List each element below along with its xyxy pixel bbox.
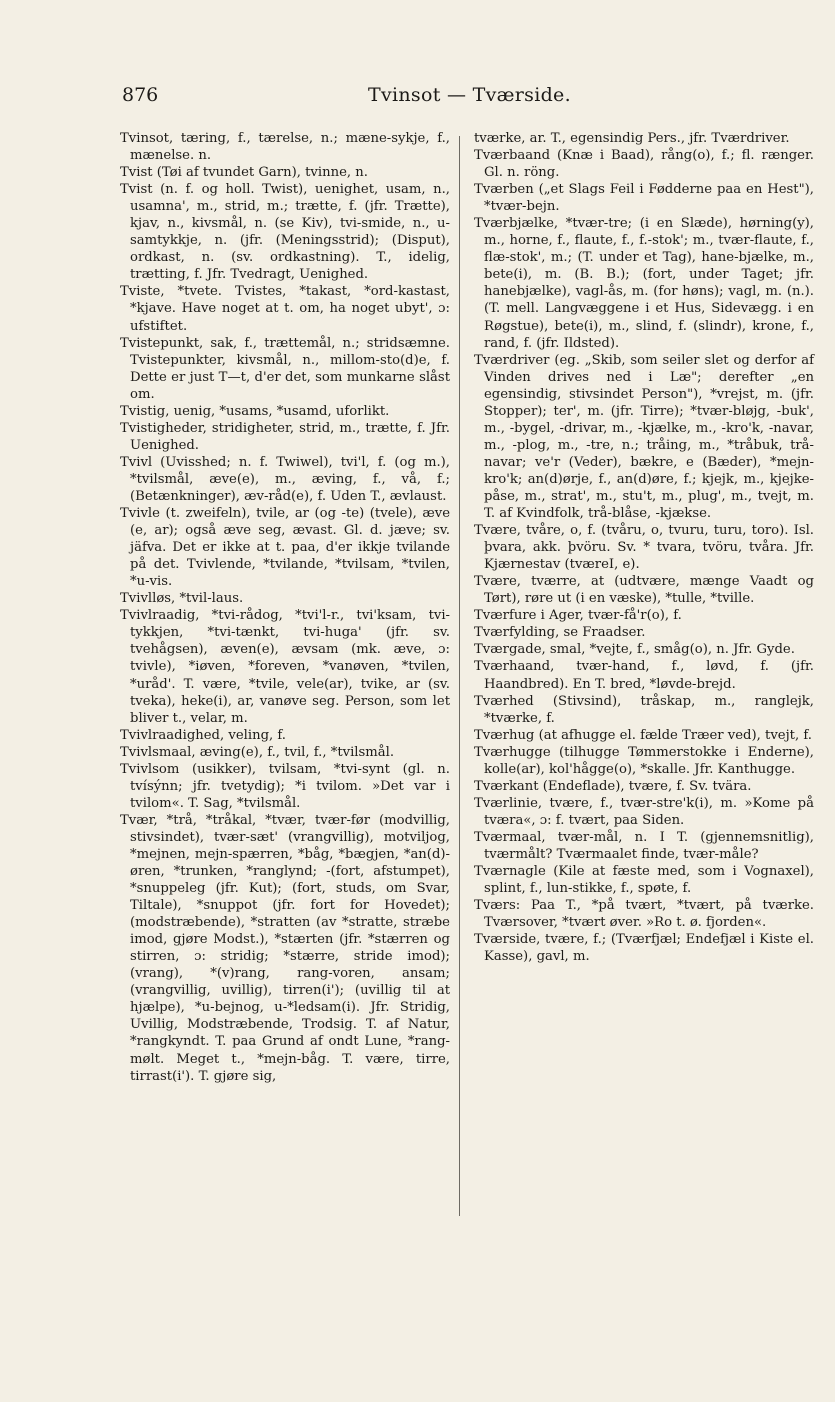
dictionary-entry: Tværhugge (tilhugge Tømmerstokke i Enderne), kolle(ar), kol'hågge(o), *skalle. Jfr. Kanthugge.	[474, 744, 814, 777]
dictionary-entry: Tviste, *tvete. Tvistes, *takast, *ord-kastast, *kjave. Have noget at t. om, ha noget ubyt', ɔ: ufstiftet.	[120, 284, 450, 334]
dictionary-entry: Tværkant (Endeflade), tvære, f. Sv. tvära.	[474, 778, 752, 794]
dictionary-entry: Tvære, tværre, at (udtvære, mænge Vaadt og Tørt), røre ut (i en væske), *tulle, *tville.	[474, 574, 814, 607]
dictionary-entry: Tværfure i Ager, tvær-få'r(o), f.	[474, 608, 682, 624]
page-header	[122, 84, 738, 114]
page-number: 876	[122, 84, 159, 106]
page-title: Tvinsot — Tværside.	[368, 84, 571, 106]
dictionary-entry: Tvivlsom (usikker), tvilsam, *tvi-synt (gl. n. tvísýnn; jfr. tvetydig); *i tvilom. »Det var i tvilom«. T. Sag, *tvilsmål.	[120, 761, 450, 811]
column-divider	[459, 136, 460, 1216]
dictionary-entry: Tværs: Paa T., *på tvært, *tvært, på tværke. Tværsover, *tvært øver. »Ro t. ø. fjorden«.	[474, 898, 814, 931]
dictionary-entry: Tværgade, smal, *vejte, f., småg(o), n. Jfr. Gyde.	[474, 642, 795, 658]
dictionary-entry: Tvivlsmaal, æving(e), f., tvil, f., *tvilsmål.	[120, 744, 395, 760]
left-column	[120, 130, 450, 1085]
dictionary-entry: Tværlinie, tvære, f., tvær-stre'k(i), m. »Kome på tværa«, ɔ: f. tvært, paa Siden.	[474, 795, 814, 828]
dictionary-entry: Tværbjælke, *tvær-tre; (i en Slæde), hørning(y), m., horne, f., flaute, f., f.-stok'; m., tvær-flaute, f., flæ-stok', m.; (T. under et Tag), hane-bjælke, m., bete(i), m. (B. B.); (fort, under Taget; jfr. hanebjælke), vagl-ås, m. (for høns); vagl, m. (n.). (T. mell. Langvæggene i et Hus, Sidevægg. i en Røgstue), bete(i), m., slind, f. (slindr), krone, f., rand, f. (jfr. Ildsted).	[474, 216, 814, 351]
dictionary-entry: Tvivle (t. zweifeln), tvile, ar (og -te) (tvele), æve (e, ar); også æve seg, ævast. Gl. d. jæve; sv. jäfva. Det er ikke at t. paa, d'er ikkje tvilande på det. Tvivlende, *tvilande, *tvilsam, *tvilen, *u-vis.	[120, 506, 450, 590]
dictionary-entry: Tvinsot, tæring, f., tærelse, n.; mæne-sykje, f., mænelse. n.	[120, 131, 450, 164]
dictionary-entry: Tværbaand (Knæ i Baad), rång(o), f.; fl. rænger. Gl. n. röng.	[474, 148, 814, 181]
dictionary-entry: Tværdriver (eg. „Skib, som seiler slet og derfor af Vinden drives ned i Læ"; derefter „en egensindig, stivsindet Person"), *vrejst, m. (jfr. Stopper); ter', m. (jfr. Tirre); *tvær-bløjg, -buk', m., -bygel, -drivar, m., -kjælke, m., -kro'k, -navar, m., -plog, m., -tre, n.; tråing, m., *tråbuk, trå-navar; ve'r (Veder), bækre, e (Bæder), *mejn-kro'k; an(d)ørje, f., an(d)øre, f.; kjejk, m., kjejke-påse, m., strat', m., stu't, m., plug', m., tvejt, m. T. af Kvindfolk, trå-blåse, -kjækse.	[474, 352, 814, 522]
dictionary-entry: Tvær, *trå, *tråkal, *tvær, tvær-før (modvillig, stivsindet), tvær-sæt' (vrangvillig), motviljog, *mejnen, mejn-spærren, *båg, *bægjen, *an(d)-øren, *trunken, *ranglynd; -(fort, afstumpet), *snuppeleg (jfr. Kut); (fort, studs, om Svar, Tiltale), *snuppot (jfr. fort for Hovedet); (modstræbende), *stratten (av *stratte, stræbe imod, gjøre Modst.), *stærten (jfr. *stærren og stirren, ɔ: stridig; *stærre, stride imod); (vrang), *(v)rang, rang-voren, ansam; (vrangvillig, uvillig), tirren(i'); (uvillig til at hjælpe), *u-bejnog, u-*ledsam(i). Jfr. Stridig, Uvillig, Modstræbende, Trodsig. T. af Natur, *rangkyndt. T. paa Grund af ondt Lune, *rang-mølt. Meget t., *mejn-båg. T. være, tirre, tirrast(i'). T. gjøre sig,	[120, 812, 450, 1084]
dictionary-entry: Tværmaal, tvær-mål, n. I T. (gjennemsnitlig), tværmålt? Tværmaalet finde, tvær-måle?	[474, 829, 814, 862]
dictionary-entry: tværke, ar. T., egensindig Pers., jfr. Tværdriver.	[474, 131, 790, 146]
dictionary-entry: Tvivlløs, *tvil-laus.	[120, 591, 244, 607]
dictionary-entry: Tvistigheder, stridigheter, strid, m., trætte, f. Jfr. Uenighed.	[120, 420, 450, 453]
dictionary-entry: Tvivl (Uvisshed; n. f. Twiwel), tvi'l, f. (og m.), *tvilsmål, æve(e), m., æving, f., vå, f.; (Betænkninger), æv-råd(e), f. Uden T., ævlaust.	[120, 454, 450, 504]
dictionary-entry: Tværhed (Stivsind), tråskap, m., ranglejk, *tværke, f.	[474, 693, 814, 726]
dictionary-entry: Tværhaand, tvær-hand, f., løvd, f. (jfr. Haandbred). En T. bred, *løvde-brejd.	[474, 659, 814, 692]
dictionary-entry: Tværside, tvære, f.; (Tværfjæl; Endefjæl i Kiste el. Kasse), gavl, m.	[474, 932, 814, 965]
dictionary-entry: Tværfylding, se Fraadser.	[474, 625, 646, 641]
dictionary-entry: Tvist (Tøi af tvundet Garn), tvinne, n.	[120, 165, 368, 181]
dictionary-entry: Tvist (n. f. og holl. Twist), uenighet, usam, n., usamna', m., strid, m.; trætte, f. (jfr. Trætte), kjav, n., kivsmål, n. (se Kiv), tvi-smide, n., u-samtykkje, n. (jfr. (Meningsstrid); (Disput), ordkast, n. (sv. ordkastning). T., idelig, trætting, f. Jfr. Tvedragt, Uenighed.	[120, 182, 450, 283]
dictionary-entry: Tvivlraadig, *tvi-rådog, *tvi'l-r., tvi'ksam, tvi-tykkjen, *tvi-tænkt, tvi-huga' (jfr. sv. tvehågsen), æven(e), ævsam (mk. æve, ɔ: tvivle), *iøven, *foreven, *vanøven, *tvilen, *uråd'. T. være, *tvile, vele(ar), tvike, ar (sv. tveka), heke(i), ar, vanøve seg. Person, som let bliver t., velar, m.	[120, 608, 450, 726]
dictionary-entry: Tvistig, uenig, *usams, *usamd, uforlikt.	[120, 403, 390, 419]
right-column	[474, 130, 814, 965]
dictionary-entry: Tvære, tvåre, o, f. (tvåru, o, tvuru, turu, toro). Isl. þvara, akk. þvöru. Sv. * tvara, tvöru, tvåra. Jfr. Kjærnestav (tværeI, e).	[474, 523, 814, 573]
dictionary-entry: Tvistepunkt, sak, f., trættemål, n.; stridsæmne. Tvistepunkter, kivsmål, n., millom-sto(d)e, f. Dette er just T—t, d'er det, som munkarne slåst om.	[120, 335, 450, 402]
dictionary-entry: Tværben („et Slags Feil i Fødderne paa en Hest"), *tvær-bejn.	[474, 182, 814, 215]
dictionary-entry: Tværnagle (Kile at fæste med, som i Vognaxel), splint, f., lun-stikke, f., spøte, f.	[474, 864, 814, 897]
dictionary-entry: Tværhug (at afhugge el. fælde Træer ved), tvejt, f.	[474, 727, 812, 743]
dictionary-entry: Tvivlraadighed, veling, f.	[120, 727, 286, 743]
